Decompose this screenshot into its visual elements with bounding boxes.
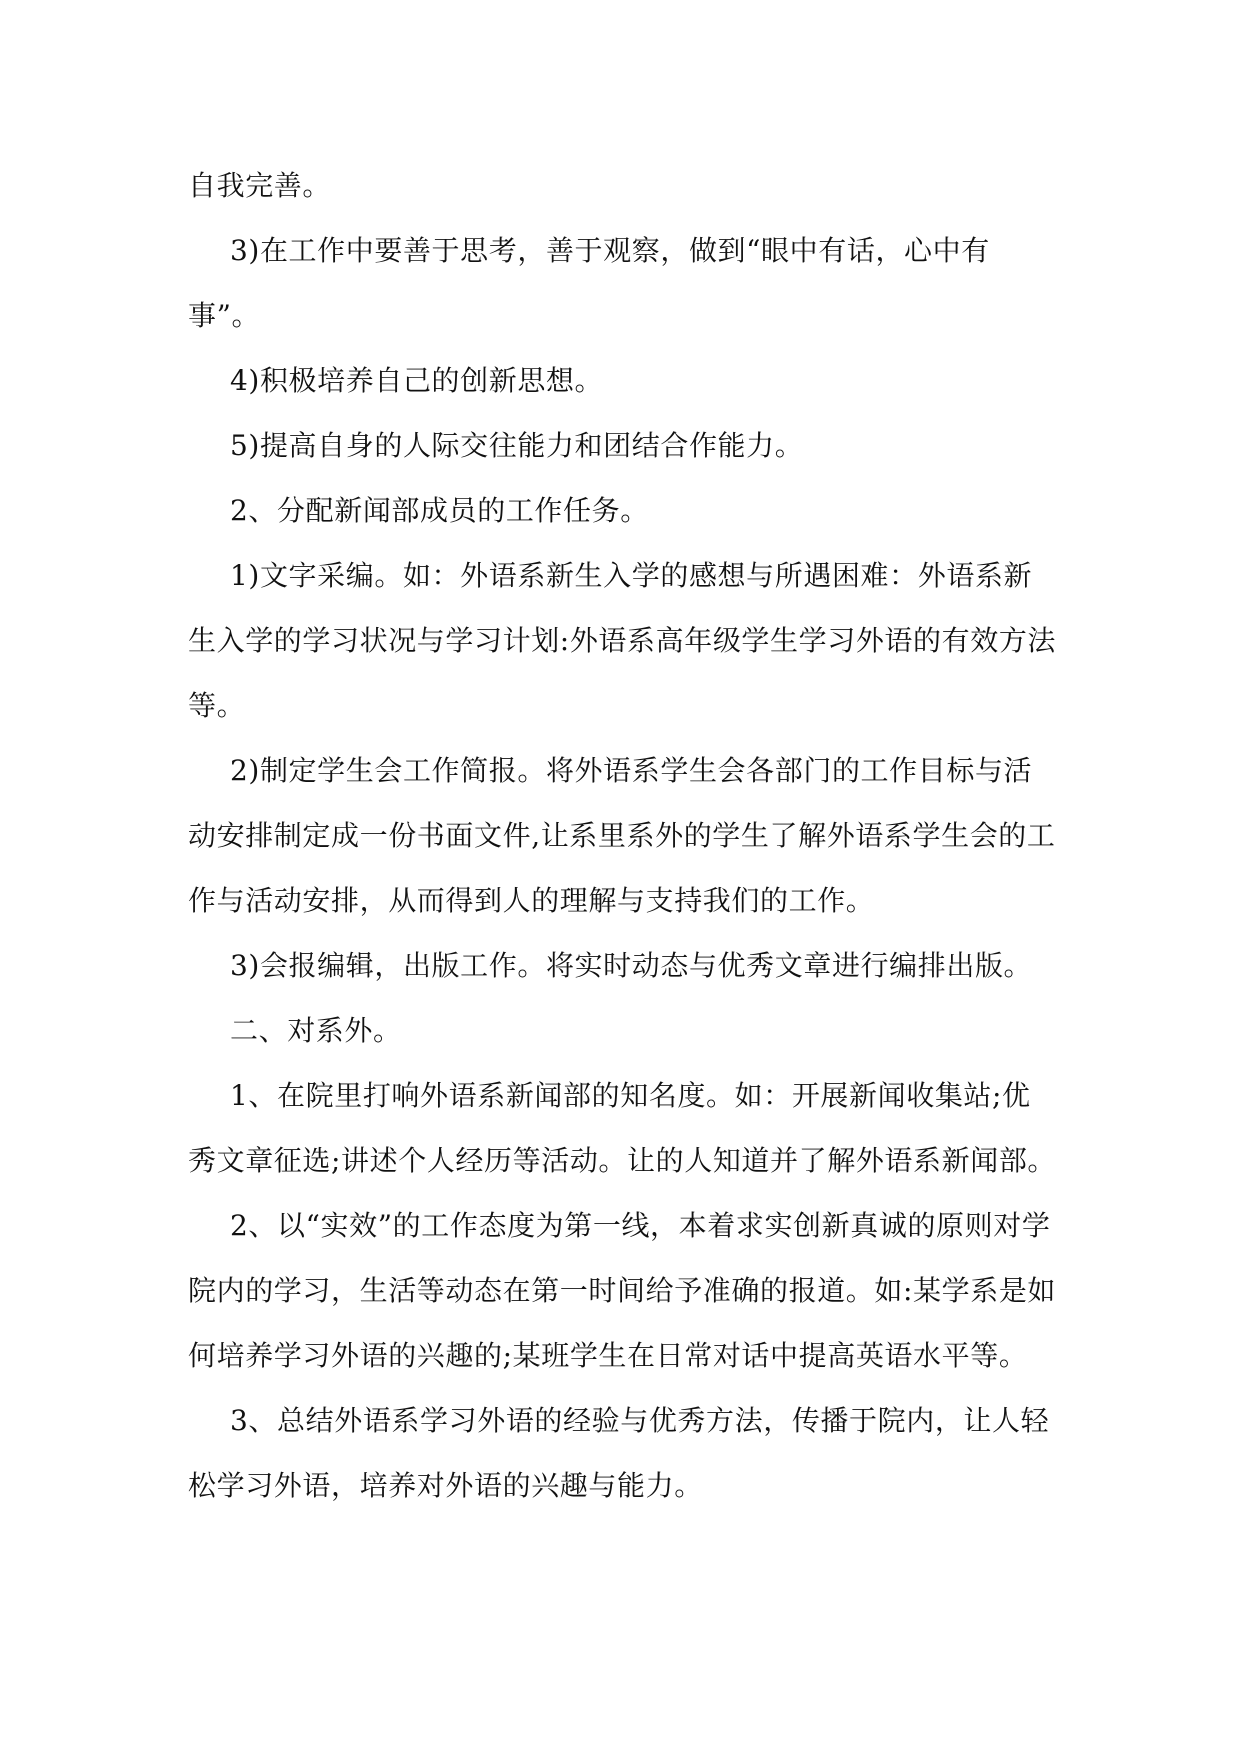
paragraph-external-2: 2、以“实效”的工作态度为第一线，本着求实创新真诚的原则对学院内的学习，生活等动态在第一时间给予准确的报道。如:某学系是如何培养学习外语的兴趣的;某班学生在日常对话中提高英语水平等。 <box>188 1209 1057 1372</box>
paragraph-item-3: 3)在工作中要善于思考，善于观察，做到“眼中有话，心中有事”。 <box>188 234 990 332</box>
paragraph-editing-publishing: 3)会报编辑，出版工作。将实时动态与优秀文章进行编排出版。 <box>230 949 1033 982</box>
paragraph-continuation: 自我完善。 <box>188 169 332 202</box>
section-heading-2: 2、分配新闻部成员的工作任务。 <box>230 494 649 527</box>
document-body <box>188 153 1058 1518</box>
paragraph-work-briefing: 2)制定学生会工作简报。将外语系学生会各部门的工作目标与活动安排制定成一份书面文件,让系里系外的学生了解外语系学生会的工作与活动安排，从而得到人的理解与支持我们的工作。 <box>188 754 1056 917</box>
paragraph-item-5: 5)提高自身的人际交往能力和团结合作能力。 <box>230 429 804 462</box>
paragraph-text-editing: 1)文字采编。如：外语系新生入学的感想与所遇困难：外语系新生入学的学习状况与学习计划:外语系高年级学生学习外语的有效方法等。 <box>188 559 1057 722</box>
paragraph-external-1: 1、在院里打响外语系新闻部的知名度。如：开展新闻收集站;优秀文章征选;讲述个人经历等活动。让的人知道并了解外语系新闻部。 <box>188 1079 1057 1177</box>
paragraph-item-4: 4)积极培养自己的创新思想。 <box>230 364 604 397</box>
section-heading-external: 二、对系外。 <box>230 1014 402 1047</box>
paragraph-external-3: 3、总结外语系学习外语的经验与优秀方法，传播于院内，让人轻松学习外语，培养对外语的兴趣与能力。 <box>188 1404 1050 1502</box>
